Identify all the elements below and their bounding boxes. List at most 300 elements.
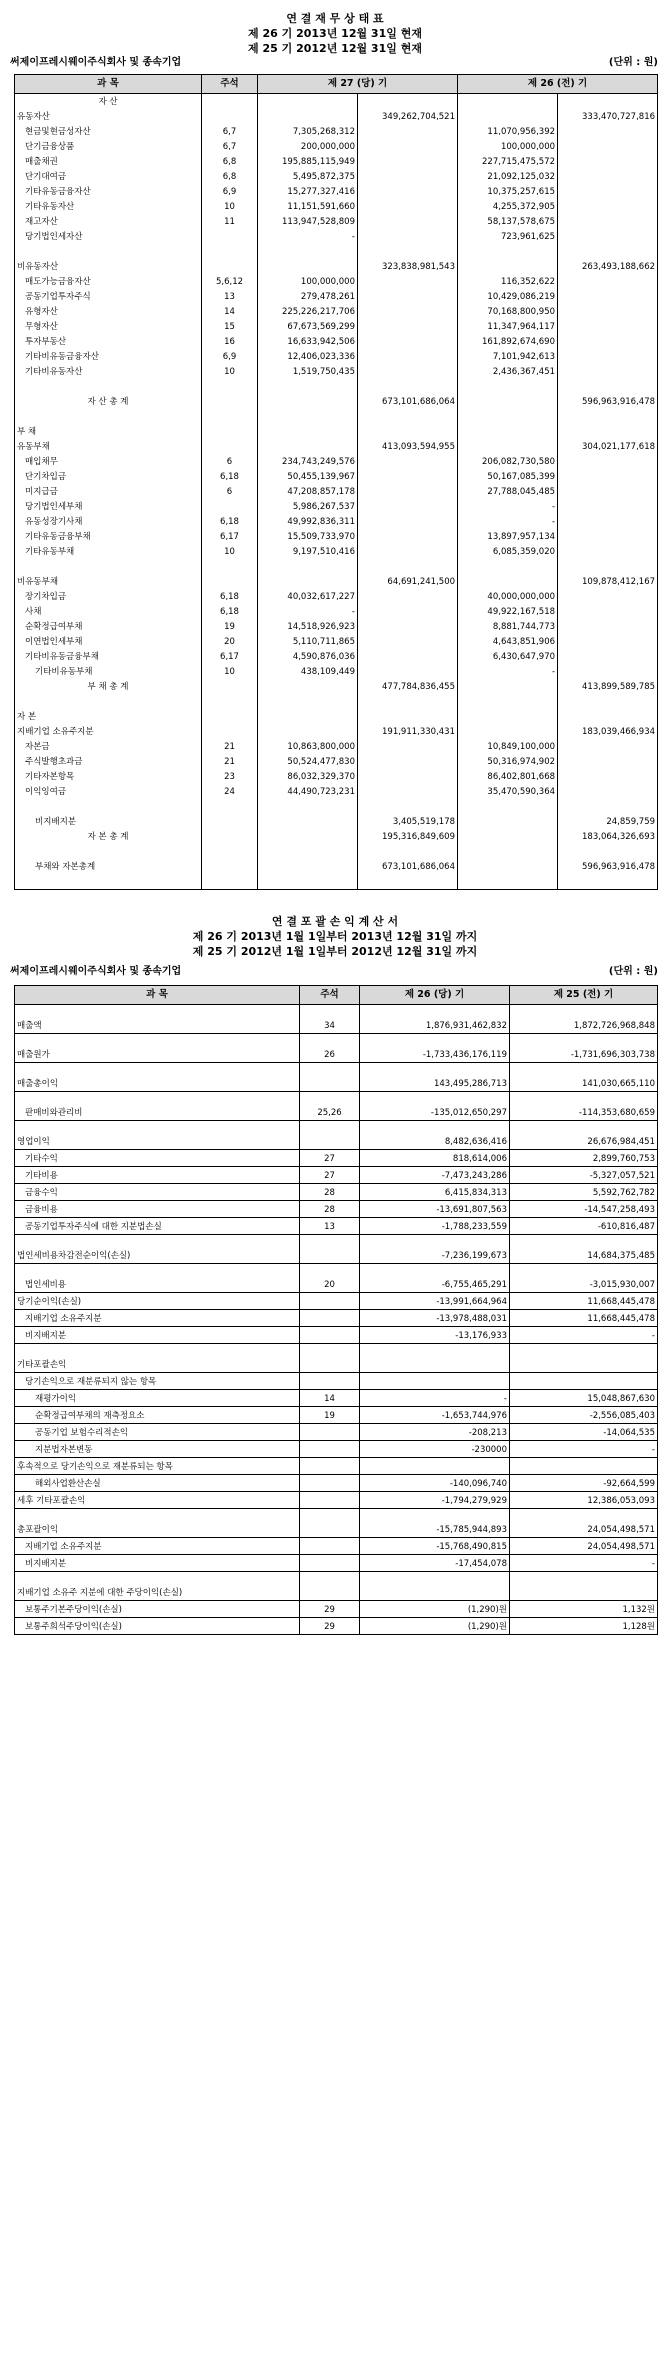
bs-account-label: 무형자산	[15, 319, 202, 334]
is-account-label: 당기손익으로 재분류되지 않는 항목	[15, 1373, 300, 1390]
is-prior-value: 11,668,445,478	[510, 1310, 658, 1327]
bs-current-subtotal	[358, 544, 458, 559]
bs-prior-detail: 11,347,964,117	[458, 319, 558, 334]
bs-current-detail	[258, 799, 358, 814]
bs-current-subtotal	[358, 364, 458, 379]
bs-row	[15, 589, 658, 604]
bs-account-label: 부 채	[15, 424, 202, 439]
bs-period-current: 제 26 기 2013년 12월 31일 현재	[248, 27, 422, 40]
bs-current-subtotal: 673,101,686,064	[358, 859, 458, 874]
bs-prior-subtotal: 183,064,326,693	[558, 829, 658, 844]
bs-note	[202, 859, 258, 874]
bs-current-subtotal	[358, 484, 458, 499]
bs-row	[15, 349, 658, 364]
is-account-label: 매출총이익	[15, 1063, 300, 1092]
is-current-value: -13,691,807,563	[360, 1201, 510, 1218]
bs-account-label	[15, 409, 202, 424]
bs-row	[15, 139, 658, 154]
is-row	[15, 1150, 658, 1167]
balance-sheet-table	[14, 74, 658, 890]
is-row	[15, 1218, 658, 1235]
is-current-value: -135,012,650,297	[360, 1092, 510, 1121]
bs-row	[15, 529, 658, 544]
is-account-label: 보통주기본주당이익(손실)	[15, 1601, 300, 1618]
is-prior-value: 15,048,867,630	[510, 1390, 658, 1407]
bs-current-subtotal: 3,405,519,178	[358, 814, 458, 829]
bs-account-label	[15, 694, 202, 709]
is-account-label: 보통주희석주당이익(손실)	[15, 1618, 300, 1635]
bs-prior-detail	[458, 874, 558, 890]
is-note: 25,26	[300, 1092, 360, 1121]
bs-account-label: 자본금	[15, 739, 202, 754]
bs-prior-subtotal	[558, 469, 658, 484]
bs-note: 5,6,12	[202, 274, 258, 289]
bs-current-subtotal	[358, 514, 458, 529]
bs-prior-detail	[458, 424, 558, 439]
is-account-label: 후속적으로 당기손익으로 재분류되는 항목	[15, 1458, 300, 1475]
bs-account-label: 유동자산	[15, 109, 202, 124]
is-current-value: (1,290)원	[360, 1618, 510, 1635]
is-prior-value: -	[510, 1441, 658, 1458]
is-current-value: -13,991,664,964	[360, 1293, 510, 1310]
bs-prior-detail: 13,897,957,134	[458, 529, 558, 544]
bs-note: 10	[202, 199, 258, 214]
bs-prior-detail: 49,922,167,518	[458, 604, 558, 619]
is-prior-value: -14,547,258,493	[510, 1201, 658, 1218]
bs-account-label: 비유동자산	[15, 259, 202, 274]
bs-row	[15, 604, 658, 619]
bs-current-detail: 234,743,249,576	[258, 454, 358, 469]
is-prior-value: 24,054,498,571	[510, 1538, 658, 1555]
bs-current-subtotal	[358, 499, 458, 514]
is-current-value	[360, 1344, 510, 1373]
bs-account-label: 당기법인세자산	[15, 229, 202, 244]
bs-note	[202, 844, 258, 859]
bs-header-current: 제 27 (당) 기	[258, 75, 458, 94]
is-account-label: 매출액	[15, 1005, 300, 1034]
is-prior-value: -5,327,057,521	[510, 1167, 658, 1184]
is-note: 27	[300, 1167, 360, 1184]
bs-account-label: 자 산 총 계	[15, 394, 202, 409]
bs-note: 14	[202, 304, 258, 319]
bs-current-detail: 14,518,926,923	[258, 619, 358, 634]
bs-account-label: 유동부채	[15, 439, 202, 454]
bs-prior-subtotal: 596,963,916,478	[558, 859, 658, 874]
bs-prior-subtotal	[558, 154, 658, 169]
bs-row	[15, 199, 658, 214]
bs-prior-detail: -	[458, 514, 558, 529]
is-current-value: -13,176,933	[360, 1327, 510, 1344]
is-row	[15, 1373, 658, 1390]
bs-prior-subtotal	[558, 589, 658, 604]
is-current-value	[360, 1458, 510, 1475]
is-row	[15, 1344, 658, 1373]
bs-note: 6,8	[202, 154, 258, 169]
bs-note	[202, 559, 258, 574]
bs-account-label: 기타비유동금융부채	[15, 649, 202, 664]
bs-note: 6,7	[202, 139, 258, 154]
bs-prior-subtotal	[558, 454, 658, 469]
bs-current-detail	[258, 829, 358, 844]
bs-account-label	[15, 844, 202, 859]
bs-prior-subtotal: 109,878,412,167	[558, 574, 658, 589]
bs-current-detail: 49,992,836,311	[258, 514, 358, 529]
bs-current-subtotal	[358, 154, 458, 169]
bs-current-detail: 50,524,477,830	[258, 754, 358, 769]
bs-note	[202, 679, 258, 694]
is-company: 써제이프레시웨이주식회사 및 종속기업	[10, 966, 182, 977]
bs-prior-detail: 40,000,000,000	[458, 589, 558, 604]
bs-prior-detail: 35,470,590,364	[458, 784, 558, 799]
bs-header-note: 주석	[202, 75, 258, 94]
is-row	[15, 1264, 658, 1293]
bs-row	[15, 769, 658, 784]
is-prior-value: 12,386,053,093	[510, 1492, 658, 1509]
bs-account-label	[15, 874, 202, 890]
bs-prior-detail: 86,402,801,668	[458, 769, 558, 784]
bs-row	[15, 559, 658, 574]
bs-current-detail	[258, 379, 358, 394]
bs-current-detail	[258, 859, 358, 874]
bs-row	[15, 94, 658, 110]
bs-current-detail: 279,478,261	[258, 289, 358, 304]
bs-row	[15, 679, 658, 694]
bs-prior-detail: 116,352,622	[458, 274, 558, 289]
bs-prior-subtotal: 333,470,727,816	[558, 109, 658, 124]
bs-current-detail: 1,519,750,435	[258, 364, 358, 379]
is-note: 26	[300, 1034, 360, 1063]
is-account-label: 지배기업 소유주지분	[15, 1310, 300, 1327]
bs-account-label: 당기법인세부채	[15, 499, 202, 514]
bs-account-label: 기타유동금융자산	[15, 184, 202, 199]
bs-prior-detail	[458, 574, 558, 589]
bs-prior-detail	[458, 724, 558, 739]
is-note	[300, 1555, 360, 1572]
bs-current-subtotal	[358, 469, 458, 484]
bs-note: 6,18	[202, 514, 258, 529]
bs-account-label: 자 본 총 계	[15, 829, 202, 844]
is-account-label: 공동기업투자주식에 대한 지분법손실	[15, 1218, 300, 1235]
bs-prior-subtotal	[558, 499, 658, 514]
bs-account-label: 자 본	[15, 709, 202, 724]
is-note	[300, 1424, 360, 1441]
bs-row	[15, 739, 658, 754]
bs-row	[15, 574, 658, 589]
bs-row	[15, 394, 658, 409]
is-row	[15, 1538, 658, 1555]
bs-row	[15, 634, 658, 649]
bs-row	[15, 334, 658, 349]
bs-current-subtotal	[358, 139, 458, 154]
is-row	[15, 1201, 658, 1218]
is-row	[15, 1167, 658, 1184]
is-period-prior: 제 25 기 2012년 1월 1일부터 2012년 12월 31일 까지	[192, 945, 478, 958]
bs-prior-subtotal	[558, 184, 658, 199]
bs-row	[15, 619, 658, 634]
is-note: 13	[300, 1218, 360, 1235]
bs-current-detail: 47,208,857,178	[258, 484, 358, 499]
bs-prior-subtotal	[558, 364, 658, 379]
bs-note: 6	[202, 484, 258, 499]
is-row	[15, 1601, 658, 1618]
bs-prior-subtotal	[558, 319, 658, 334]
bs-row	[15, 229, 658, 244]
bs-row	[15, 184, 658, 199]
bs-row	[15, 694, 658, 709]
bs-prior-subtotal	[558, 349, 658, 364]
bs-current-subtotal	[358, 334, 458, 349]
is-note	[300, 1063, 360, 1092]
bs-prior-detail: 10,375,257,615	[458, 184, 558, 199]
is-note	[300, 1121, 360, 1150]
bs-current-detail	[258, 709, 358, 724]
bs-prior-subtotal	[558, 529, 658, 544]
is-current-value: -7,236,199,673	[360, 1235, 510, 1264]
bs-row	[15, 514, 658, 529]
is-note	[300, 1492, 360, 1509]
bs-current-detail: 5,495,872,375	[258, 169, 358, 184]
bs-row	[15, 859, 658, 874]
bs-note	[202, 424, 258, 439]
bs-current-detail	[258, 94, 358, 110]
bs-row	[15, 379, 658, 394]
is-account-label: 세후 기타포괄손익	[15, 1492, 300, 1509]
bs-prior-detail: 100,000,000	[458, 139, 558, 154]
is-current-value: 6,415,834,313	[360, 1184, 510, 1201]
bs-current-subtotal	[358, 349, 458, 364]
is-note	[300, 1475, 360, 1492]
is-prior-value: -14,064,535	[510, 1424, 658, 1441]
is-header-note: 주석	[300, 986, 360, 1005]
bs-note	[202, 574, 258, 589]
bs-row	[15, 289, 658, 304]
is-note	[300, 1344, 360, 1373]
bs-current-subtotal	[358, 664, 458, 679]
is-current-value: 143,495,286,713	[360, 1063, 510, 1092]
bs-prior-subtotal	[558, 274, 658, 289]
is-note: 27	[300, 1150, 360, 1167]
bs-account-label: 유동성장기사채	[15, 514, 202, 529]
bs-account-label: 지배기업 소유주지분	[15, 724, 202, 739]
bs-current-subtotal	[358, 409, 458, 424]
is-row	[15, 1005, 658, 1034]
bs-account-label	[15, 559, 202, 574]
is-note	[300, 1373, 360, 1390]
bs-current-subtotal	[358, 649, 458, 664]
bs-account-label: 재고자산	[15, 214, 202, 229]
bs-current-detail	[258, 259, 358, 274]
bs-note: 6,18	[202, 604, 258, 619]
bs-current-subtotal	[358, 289, 458, 304]
bs-account-label: 부채와 자본총계	[15, 859, 202, 874]
is-note	[300, 1572, 360, 1601]
bs-note: 10	[202, 544, 258, 559]
bs-prior-detail: 50,316,974,902	[458, 754, 558, 769]
bs-prior-detail: 21,092,125,032	[458, 169, 558, 184]
bs-current-detail: 5,110,711,865	[258, 634, 358, 649]
bs-current-subtotal	[358, 229, 458, 244]
bs-current-detail: 15,277,327,416	[258, 184, 358, 199]
bs-prior-subtotal	[558, 139, 658, 154]
is-row	[15, 1475, 658, 1492]
is-current-value: -17,454,078	[360, 1555, 510, 1572]
is-current-value: 818,614,006	[360, 1150, 510, 1167]
bs-row	[15, 829, 658, 844]
bs-account-label	[15, 379, 202, 394]
bs-prior-detail	[458, 94, 558, 110]
bs-row	[15, 439, 658, 454]
is-account-label: 기타수익	[15, 1150, 300, 1167]
bs-prior-detail	[458, 799, 558, 814]
is-note: 29	[300, 1601, 360, 1618]
bs-prior-subtotal	[558, 334, 658, 349]
bs-header-prior: 제 26 (전) 기	[458, 75, 658, 94]
bs-current-subtotal: 477,784,836,455	[358, 679, 458, 694]
bs-row	[15, 154, 658, 169]
is-current-value: -6,755,465,291	[360, 1264, 510, 1293]
is-prior-value	[510, 1458, 658, 1475]
is-account-label: 금융수익	[15, 1184, 300, 1201]
bs-prior-subtotal	[558, 694, 658, 709]
bs-account-label: 매입채무	[15, 454, 202, 469]
is-unit: (단위 : 원)	[608, 966, 658, 977]
bs-account-label: 자 산	[15, 94, 202, 110]
bs-note: 24	[202, 784, 258, 799]
is-account-label: 당기순이익(손실)	[15, 1293, 300, 1310]
bs-prior-detail	[458, 814, 558, 829]
is-row	[15, 1063, 658, 1092]
bs-prior-subtotal	[558, 409, 658, 424]
is-current-value: -15,785,944,893	[360, 1509, 510, 1538]
bs-current-detail: 9,197,510,416	[258, 544, 358, 559]
bs-note: 19	[202, 619, 258, 634]
bs-row	[15, 484, 658, 499]
bs-current-detail	[258, 244, 358, 259]
bs-company: 써제이프레시웨이주식회사 및 종속기업	[10, 57, 182, 68]
bs-prior-subtotal	[558, 784, 658, 799]
bs-row	[15, 319, 658, 334]
bs-prior-detail	[458, 409, 558, 424]
is-prior-value: 1,128원	[510, 1618, 658, 1635]
is-note: 29	[300, 1618, 360, 1635]
bs-note: 6,17	[202, 649, 258, 664]
is-current-value: -15,768,490,815	[360, 1538, 510, 1555]
bs-prior-subtotal: 304,021,177,618	[558, 439, 658, 454]
bs-prior-detail: 723,961,625	[458, 229, 558, 244]
bs-prior-detail: -	[458, 499, 558, 514]
bs-current-subtotal	[358, 769, 458, 784]
bs-prior-subtotal	[558, 649, 658, 664]
is-prior-value	[510, 1344, 658, 1373]
bs-current-subtotal	[358, 844, 458, 859]
bs-note	[202, 94, 258, 110]
bs-note	[202, 379, 258, 394]
bs-row	[15, 844, 658, 859]
bs-account-label	[15, 799, 202, 814]
bs-current-subtotal	[358, 634, 458, 649]
bs-prior-subtotal	[558, 664, 658, 679]
is-row	[15, 1441, 658, 1458]
is-prior-value	[510, 1373, 658, 1390]
bs-account-label: 매도가능금융자산	[15, 274, 202, 289]
bs-current-subtotal: 191,911,330,431	[358, 724, 458, 739]
is-prior-value: 14,684,375,485	[510, 1235, 658, 1264]
bs-account-label: 비지배지분	[15, 814, 202, 829]
bs-prior-detail: 227,715,475,572	[458, 154, 558, 169]
bs-current-detail: 15,509,733,970	[258, 529, 358, 544]
bs-prior-detail: 2,436,367,451	[458, 364, 558, 379]
bs-prior-subtotal	[558, 544, 658, 559]
is-note	[300, 1327, 360, 1344]
bs-account-label: 단기금융상품	[15, 139, 202, 154]
bs-prior-detail: 4,643,851,906	[458, 634, 558, 649]
bs-current-detail: 200,000,000	[258, 139, 358, 154]
bs-current-subtotal	[358, 304, 458, 319]
bs-row	[15, 649, 658, 664]
is-current-value	[360, 1373, 510, 1390]
is-prior-value: -2,556,085,403	[510, 1407, 658, 1424]
bs-row	[15, 169, 658, 184]
bs-account-label: 기타유동부채	[15, 544, 202, 559]
bs-current-detail	[258, 109, 358, 124]
is-note	[300, 1310, 360, 1327]
is-note	[300, 1293, 360, 1310]
bs-meta	[0, 56, 670, 70]
bs-prior-detail: 27,788,045,485	[458, 484, 558, 499]
bs-prior-detail	[458, 844, 558, 859]
bs-current-subtotal: 323,838,981,543	[358, 259, 458, 274]
is-account-label: 공동기업 보험수리적손익	[15, 1424, 300, 1441]
income-statement-table	[14, 985, 658, 1635]
bs-current-detail: 44,490,723,231	[258, 784, 358, 799]
bs-current-detail	[258, 844, 358, 859]
bs-current-subtotal	[358, 589, 458, 604]
bs-row	[15, 364, 658, 379]
is-row	[15, 1390, 658, 1407]
bs-current-subtotal	[358, 784, 458, 799]
is-note: 14	[300, 1390, 360, 1407]
bs-prior-detail: 6,430,647,970	[458, 649, 558, 664]
bs-note	[202, 829, 258, 844]
bs-row	[15, 214, 658, 229]
is-current-value: (1,290)원	[360, 1601, 510, 1618]
is-account-label: 기타비용	[15, 1167, 300, 1184]
is-prior-value: -	[510, 1555, 658, 1572]
bs-prior-subtotal	[558, 634, 658, 649]
bs-prior-subtotal	[558, 289, 658, 304]
is-prior-value: 11,668,445,478	[510, 1293, 658, 1310]
bs-current-subtotal	[358, 454, 458, 469]
bs-current-detail: 16,633,942,506	[258, 334, 358, 349]
is-account-label: 금융비용	[15, 1201, 300, 1218]
bs-title: 연 결 재 무 상 태 표	[286, 12, 384, 25]
bs-current-detail	[258, 574, 358, 589]
bs-prior-subtotal	[558, 169, 658, 184]
is-account-label: 비지배지분	[15, 1555, 300, 1572]
bs-prior-detail	[458, 829, 558, 844]
is-current-value	[360, 1572, 510, 1601]
bs-prior-detail	[458, 679, 558, 694]
bs-row	[15, 469, 658, 484]
bs-prior-subtotal	[558, 754, 658, 769]
bs-prior-subtotal	[558, 514, 658, 529]
bs-account-label: 단기차입금	[15, 469, 202, 484]
is-prior-value: 2,899,760,753	[510, 1150, 658, 1167]
bs-current-detail: 86,032,329,370	[258, 769, 358, 784]
bs-note: 6,8	[202, 169, 258, 184]
bs-row	[15, 874, 658, 890]
is-header-prior: 제 25 (전) 기	[510, 986, 658, 1005]
